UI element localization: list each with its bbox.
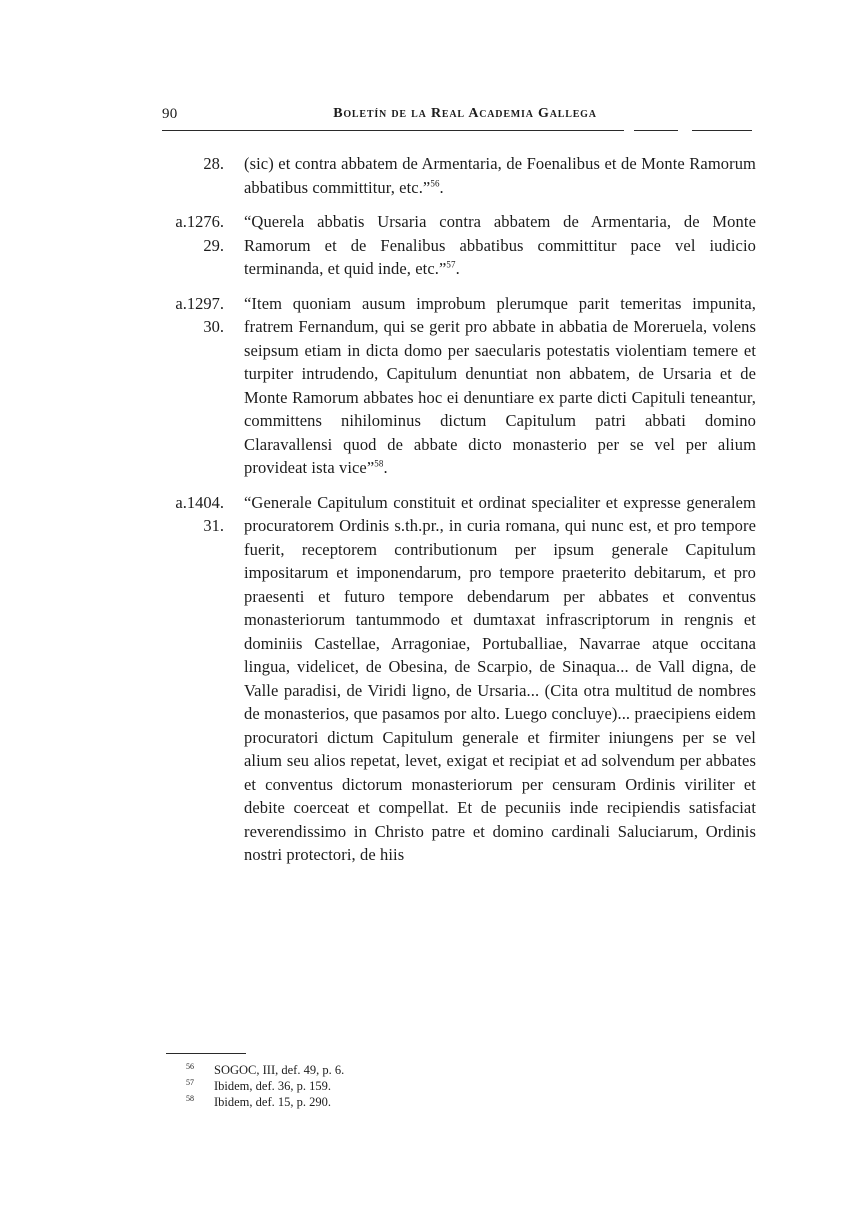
- footnote-56: [186, 1062, 586, 1078]
- entry-list: [0, 152, 850, 878]
- entry-marker: [150, 491, 224, 538]
- entry-text: [244, 491, 756, 867]
- header-rule-segment: [634, 130, 678, 131]
- footnote-text: Ibidem, def. 15, p. 290.: [214, 1095, 331, 1109]
- entry-year: a.1297.: [175, 293, 224, 313]
- footnote-58: [186, 1094, 586, 1110]
- entry-end: .: [439, 177, 444, 197]
- entry-30: [0, 292, 850, 480]
- entry-body: “Item quoniam ausum improbum plerumque parit temeritas impunita, fratrem Fernandum, qui se gerit pro abbate in abbatia de Moreruela, volens seipsum etiam in dicta domo per saecularis potestatis violentiam temere et turpiter intrudendo, Capitulum denuntiat non abbatem, de Ursaria et de Monte Ramorum abbates hoc ei denuntiare ex parte dicti Capituli teneantur, committens nihilominus dictum Capitulum patri abbati domino Claravallensi quod de abbate dicto monasterio per se vel per alium provideat ista vice”: [244, 293, 756, 477]
- entry-number: 30.: [203, 317, 224, 336]
- entry-29: [0, 210, 850, 281]
- entry-body: “Querela abbatis Ursaria contra abbatem de Armentaria, de Monte Ramorum et de Fenalibus abbatibus committitur pace vel iudicio terminanda, et quid inde, etc.”: [244, 212, 756, 278]
- entry-marker: [150, 210, 224, 257]
- footnote-number: 57: [186, 1078, 194, 1087]
- entry-number: 29.: [203, 235, 224, 255]
- page-number: 90: [162, 106, 178, 122]
- entry-text: [244, 292, 756, 480]
- entry-marker: [150, 292, 224, 339]
- footnote-rule: [166, 1053, 246, 1054]
- entry-year: a.1276.: [175, 212, 224, 231]
- footnotes: [186, 1062, 586, 1110]
- entry-text: [244, 210, 756, 281]
- running-title: Boletín de la Real Academia Gallega: [333, 106, 597, 121]
- footnote-reference[interactable]: 57: [446, 259, 456, 270]
- footnote-number: 58: [186, 1094, 194, 1103]
- entry-end: .: [455, 259, 460, 278]
- entry-year: a.1404.: [175, 492, 224, 512]
- entry-body: “Generale Capitulum constituit et ordinat specialiter et expresse generalem procuratorem Ordinis s.th.pr., in curia romana, qui nunc est, et pro tempore fuerit, receptorem contributionum per ipsum generale Capitulum impositarum et imponendarum, pro tempore praeterito debitarum, et pro praesenti et futuro tempore debendarum per abbates et conventus monasteriorum tantummodo et dumtaxat infrascriptorum in rengnis et dominiis Castellae, Arragoniae, Portuballiae, Navarrae atque occitana lingua, videlicet, de Obesina, de Scarpio, de Sinaqua... de Vall digna, de Valle paradisi, de Viridi ligno, de Ursaria... (Cita otra multitud de nombres de monasterios, que pasamos por alto. Luego concluye)... praecipiens eidem procuratori dictum Capitulum generale et firmiter iniungens per se vel alium seu alios repetat, levet, exigat et recipiat et ad solvendum per abbates et conventus dictorum monasteriorum per censuram Ordinis viriliter et debite coerceat et compellat. Et de pecuniis inde recipiendis satisfaciat reverendissimo in Christo patre et domino cardinali Saluciarum, Ordinis nostri protectori, de hiis: [244, 492, 756, 864]
- footnote-57: [186, 1078, 586, 1094]
- footnote-reference[interactable]: 56: [430, 178, 440, 188]
- footnote-reference[interactable]: 58: [374, 458, 384, 469]
- header-rule-segment: [692, 130, 752, 131]
- footnote-text: SOGOC, III, def. 49, p. 6.: [214, 1063, 345, 1077]
- entry-text: [244, 152, 756, 199]
- header-rule: [162, 130, 624, 131]
- footnote-number: 56: [186, 1062, 194, 1071]
- entry-number: 31.: [203, 516, 224, 535]
- entry-end: .: [383, 458, 388, 477]
- entry-28: [0, 152, 850, 199]
- entry-body: (sic) et contra abbatem de Armentaria, de Foenalibus et de Monte Ramorum abbatibus committitur, etc.”: [244, 154, 756, 197]
- entry-marker: [150, 152, 224, 176]
- footnote-text: Ibidem, def. 36, p. 159.: [214, 1079, 331, 1093]
- entry-31: [0, 491, 850, 867]
- entry-number: 28.: [203, 154, 224, 173]
